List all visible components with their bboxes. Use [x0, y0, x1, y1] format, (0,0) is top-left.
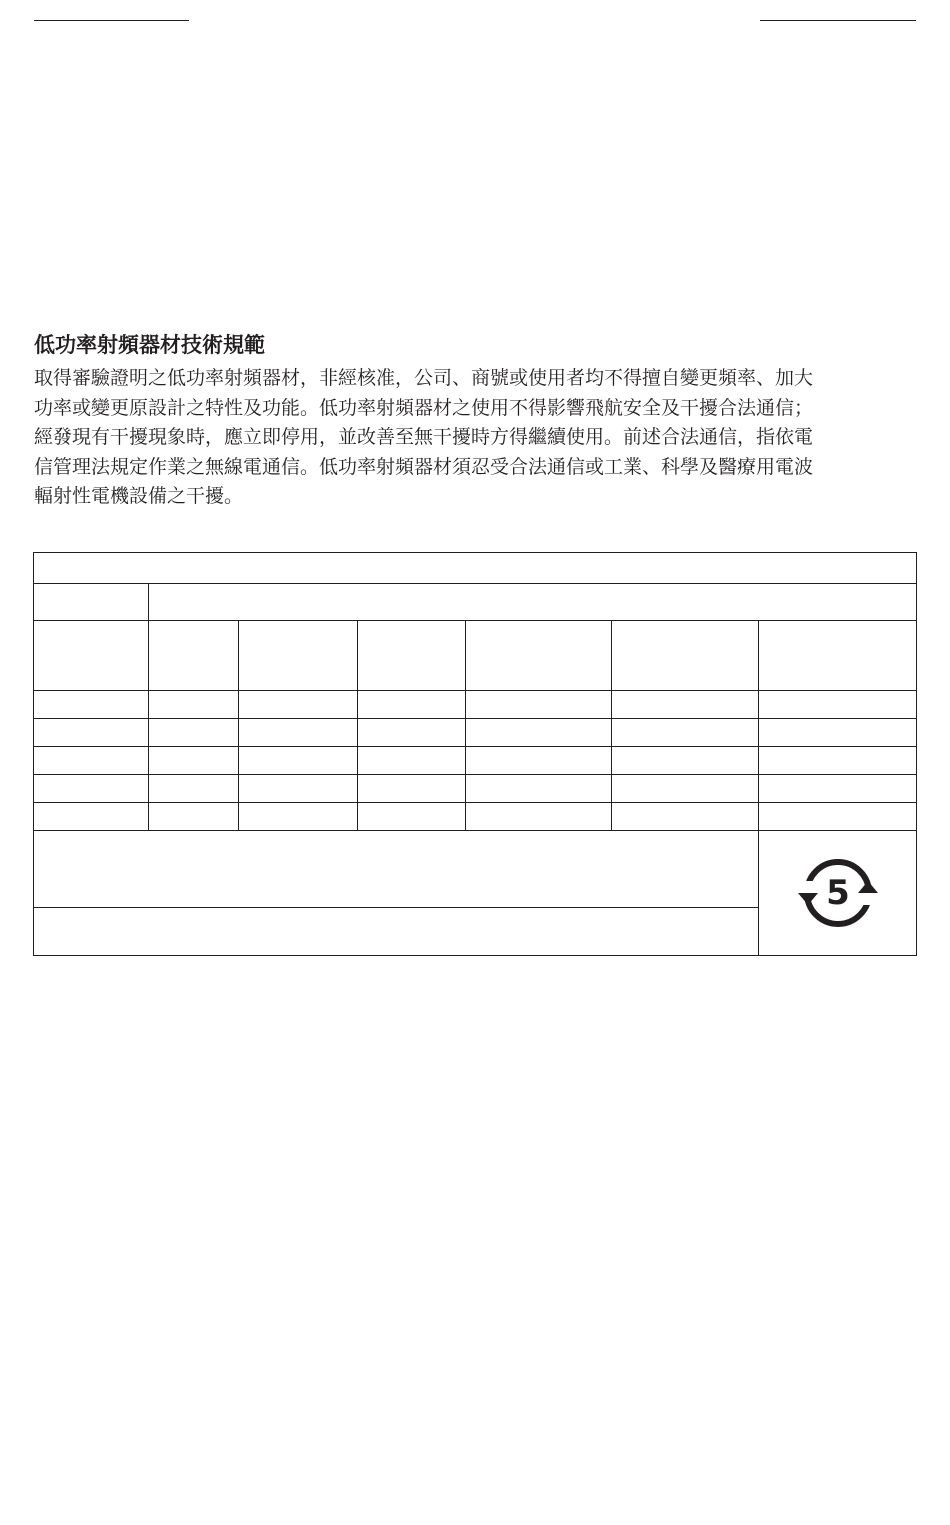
table-cell: [149, 691, 239, 719]
table-cell: [239, 719, 358, 747]
table-cell: [612, 775, 759, 803]
top-left-rule: [34, 20, 189, 21]
paragraph-line: 經發現有干擾現象時，應立即停用，並改善至無干擾時方得繼續使用。前述合法通信，指依電: [34, 426, 814, 448]
table-cell: [466, 691, 612, 719]
table-cell: [34, 747, 149, 775]
paragraph-line: 信管理法規定作業之無線電通信。低功率射頻器材須忍受合法通信或工業、科學及醫療用電波: [34, 455, 814, 478]
regulation-paragraph: [34, 364, 916, 512]
table-cell: [612, 691, 759, 719]
column-header-cell: [34, 621, 149, 691]
column-header-cell: [612, 621, 759, 691]
table-cell: [239, 775, 358, 803]
table-cell: [759, 775, 917, 803]
table-note-row: [34, 831, 917, 908]
table-row: [34, 747, 917, 775]
table-cell: [466, 803, 612, 831]
table-group-header-row: [34, 584, 917, 621]
table-cell: [149, 803, 239, 831]
table-cell: [759, 747, 917, 775]
table-row: [34, 691, 917, 719]
environmental-protection-use-period-icon: [798, 857, 878, 929]
table-column-header-row: [34, 621, 917, 691]
table-cell: [358, 803, 466, 831]
table-title-cell: [34, 553, 917, 584]
top-right-rule: [760, 20, 916, 21]
table-cell: [759, 719, 917, 747]
table-cell: [358, 747, 466, 775]
table-cell: [612, 747, 759, 775]
table-cell: [358, 719, 466, 747]
table-cell: [34, 803, 149, 831]
table-cell: [149, 747, 239, 775]
section-heading: 低功率射頻器材技術規範: [34, 333, 265, 357]
column-header-cell: [358, 621, 466, 691]
table-cell: [759, 803, 917, 831]
column-header-cell: [466, 621, 612, 691]
table-cell: [612, 719, 759, 747]
column-header-cell: [149, 621, 239, 691]
table-title-row: [34, 553, 917, 584]
table-note-cell: [34, 831, 759, 908]
restricted-substances-table: [33, 552, 917, 956]
marking-number: 5: [825, 873, 850, 913]
marking-cell: [759, 831, 917, 956]
table-cell: [239, 747, 358, 775]
table-cell: [358, 775, 466, 803]
table-row: [34, 719, 917, 747]
table-cell: [149, 719, 239, 747]
table-cell: [612, 803, 759, 831]
table-row: [34, 803, 917, 831]
unit-label-cell: [34, 584, 149, 621]
table-cell: [759, 691, 917, 719]
table-cell: [149, 775, 239, 803]
paragraph-line: 輻射性電機設備之干擾。: [34, 485, 244, 507]
table-cell: [34, 691, 149, 719]
paragraph-line: 取得審驗證明之低功率射頻器材，非經核准，公司、商號或使用者均不得擅自變更頻率、加大: [34, 367, 814, 389]
table-cell: [239, 691, 358, 719]
table-cell: [466, 747, 612, 775]
column-header-cell: [759, 621, 917, 691]
table-cell: [466, 775, 612, 803]
table-cell: [34, 719, 149, 747]
table-cell: [358, 691, 466, 719]
table-row: [34, 775, 917, 803]
column-header-cell: [239, 621, 358, 691]
substance-group-header-cell: [149, 584, 917, 621]
paragraph-line: 功率或變更原設計之特性及功能。低功率射頻器材之使用不得影響飛航安全及干擾合法通信；: [34, 396, 814, 419]
table-cell: [466, 719, 612, 747]
table-cell: [239, 803, 358, 831]
table-cell: [34, 775, 149, 803]
table-note-cell: [34, 908, 759, 956]
